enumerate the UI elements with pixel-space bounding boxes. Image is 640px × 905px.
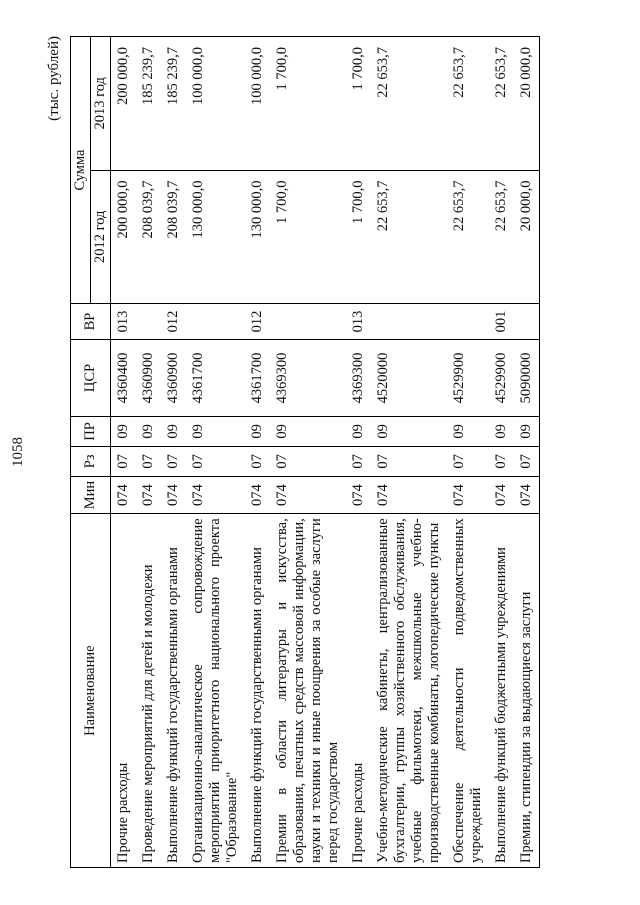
cell-name: Выполнение функций государственными органами [161,514,186,868]
header-vr: ВР [71,304,111,340]
header-rz: Рз [71,446,111,476]
cell-min: 074 [136,476,161,513]
cell-csr: 4520000 [371,340,447,417]
cell-2013: 185 239,7 [161,37,186,171]
table-row [489,37,514,868]
cell-name: Организационно-аналитическое сопровождение мероприятий приоритетного национального проекта "Образование" [186,514,245,868]
cell-2013: 1 700,0 [270,37,346,171]
budget-table [70,36,540,868]
cell-vr [447,304,489,340]
cell-pr: 09 [514,416,540,446]
cell-2012: 130 000,0 [186,170,245,304]
cell-csr: 4369300 [270,340,346,417]
cell-2013: 1 700,0 [346,37,371,171]
cell-2012: 20 000,0 [514,170,540,304]
header-name: Наименование [71,514,111,868]
cell-csr: 4360900 [161,340,186,417]
cell-pr: 09 [489,416,514,446]
cell-csr: 4529900 [447,340,489,417]
cell-rz: 07 [111,446,137,476]
cell-min: 074 [270,476,346,513]
cell-name: Премии в области литературы и искусства, образования, печатных средств массовой информации, науки и техники и иные поощрения за особые заслуги перед государством [270,514,346,868]
cell-min: 074 [245,476,270,513]
cell-pr: 09 [111,416,137,446]
table-row [136,37,161,868]
cell-2013: 200 000,0 [111,37,137,171]
cell-rz: 07 [489,446,514,476]
cell-vr: 013 [111,304,137,340]
header-pr: ПР [71,416,111,446]
table-row [514,37,540,868]
table-row [371,37,447,868]
table-row [245,37,270,868]
cell-rz: 07 [136,446,161,476]
cell-pr: 09 [371,416,447,446]
header-min: Мин [71,476,111,513]
cell-rz: 07 [447,446,489,476]
cell-2012: 200 000,0 [111,170,137,304]
cell-name: Учебно-методические кабинеты, централизованные бухгалтерии, группы хозяйственного обслуживания, учебные фильмотеки, межшкольные учебно-производственные комбинаты, логопедические пункты [371,514,447,868]
rotated-content [8,22,618,882]
cell-min: 074 [186,476,245,513]
table-row [186,37,245,868]
cell-min: 074 [371,476,447,513]
cell-vr [514,304,540,340]
cell-2012: 1 700,0 [346,170,371,304]
cell-vr [186,304,245,340]
table-header [71,37,111,868]
cell-min: 074 [447,476,489,513]
table-row [447,37,489,868]
cell-vr: 001 [489,304,514,340]
cell-2013: 20 000,0 [514,37,540,171]
cell-2012: 22 653,7 [447,170,489,304]
cell-pr: 09 [346,416,371,446]
cell-2012: 130 000,0 [245,170,270,304]
header-sum: Сумма [71,37,91,304]
cell-pr: 09 [270,416,346,446]
cell-2012: 22 653,7 [489,170,514,304]
page-number: 1058 [10,437,26,467]
cell-csr: 4361700 [245,340,270,417]
cell-2012: 1 700,0 [270,170,346,304]
table-row [346,37,371,868]
table-row [111,37,137,868]
cell-name: Премии, стипендии за выдающиеся заслуги [514,514,540,868]
cell-name: Выполнение функций государственными органами [245,514,270,868]
cell-vr: 012 [245,304,270,340]
cell-2012: 22 653,7 [371,170,447,304]
units-label: (тыс. рублей) [46,36,62,121]
cell-rz: 07 [371,446,447,476]
header-2013: 2013 год [91,37,111,171]
cell-min: 074 [489,476,514,513]
cell-csr: 4369300 [346,340,371,417]
cell-name: Прочие расходы [111,514,137,868]
cell-name: Обеспечение деятельности подведомственных учреждений [447,514,489,868]
cell-2012: 208 039,7 [161,170,186,304]
cell-rz: 07 [514,446,540,476]
table-body [111,37,540,868]
cell-rz: 07 [245,446,270,476]
cell-2012: 208 039,7 [136,170,161,304]
cell-pr: 09 [245,416,270,446]
cell-2013: 100 000,0 [245,37,270,171]
cell-pr: 09 [447,416,489,446]
cell-2013: 22 653,7 [447,37,489,171]
cell-csr: 5090000 [514,340,540,417]
cell-2013: 185 239,7 [136,37,161,171]
cell-vr [270,304,346,340]
cell-pr: 09 [161,416,186,446]
cell-min: 074 [111,476,137,513]
cell-2013: 22 653,7 [371,37,447,171]
cell-csr: 4360900 [136,340,161,417]
cell-rz: 07 [161,446,186,476]
cell-vr [136,304,161,340]
cell-rz: 07 [186,446,245,476]
table-row [161,37,186,868]
cell-2013: 22 653,7 [489,37,514,171]
cell-name: Проведение мероприятий для детей и молодежи [136,514,161,868]
cell-name: Прочие расходы [346,514,371,868]
cell-pr: 09 [136,416,161,446]
cell-min: 074 [346,476,371,513]
cell-csr: 4529900 [489,340,514,417]
cell-csr: 4360400 [111,340,137,417]
cell-name: Выполнение функций бюджетными учреждениями [489,514,514,868]
cell-vr: 013 [346,304,371,340]
cell-vr: 012 [161,304,186,340]
cell-min: 074 [514,476,540,513]
header-2012: 2012 год [91,170,111,304]
cell-min: 074 [161,476,186,513]
header-csr: ЦСР [71,340,111,417]
cell-2013: 100 000,0 [186,37,245,171]
cell-rz: 07 [346,446,371,476]
cell-csr: 4361700 [186,340,245,417]
cell-rz: 07 [270,446,346,476]
cell-vr [371,304,447,340]
table-row [270,37,346,868]
cell-pr: 09 [186,416,245,446]
